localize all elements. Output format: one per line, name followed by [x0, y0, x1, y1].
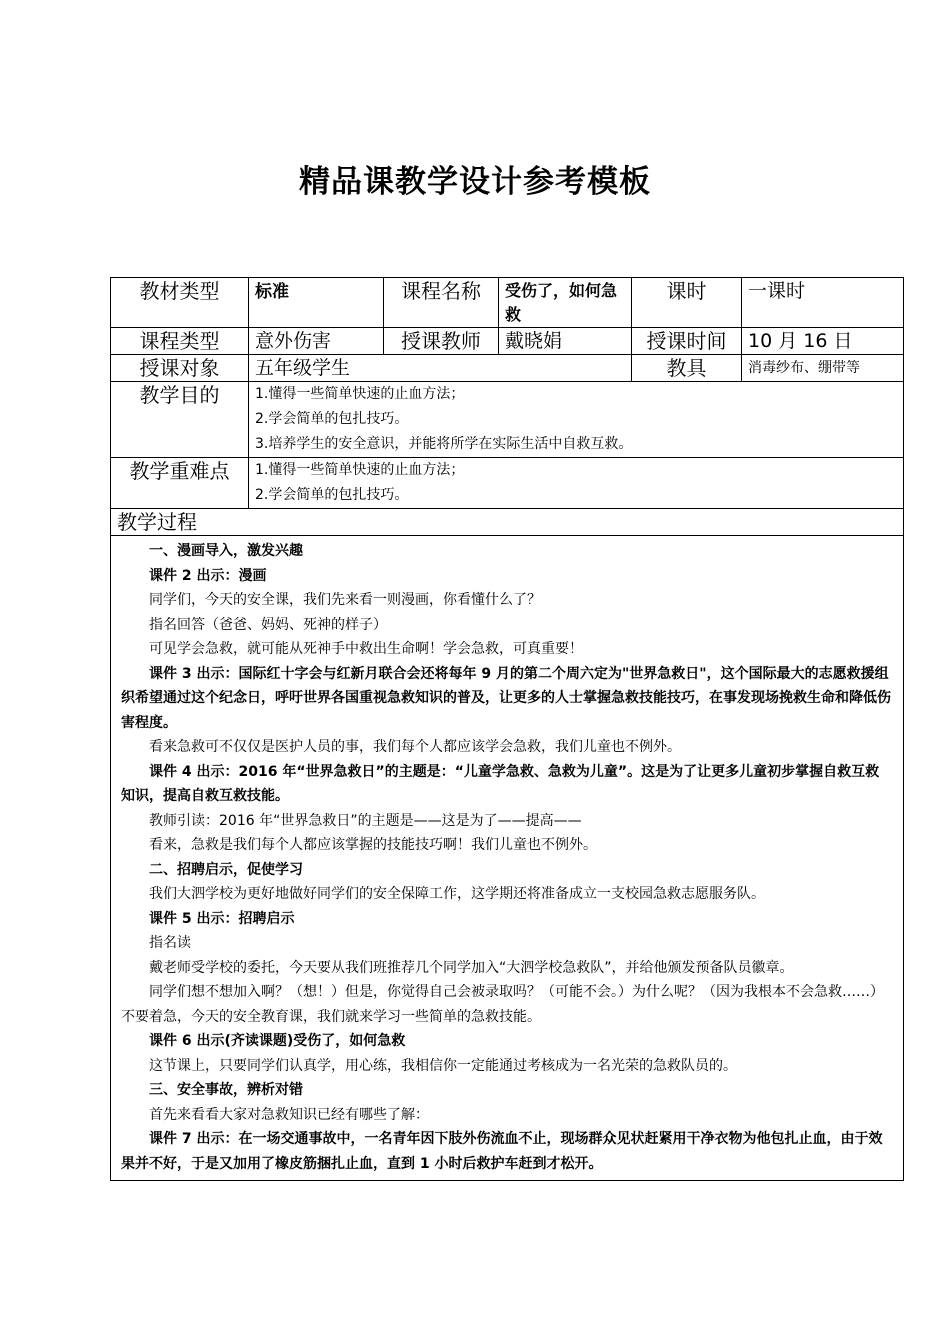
- aims-list: [249, 382, 904, 458]
- paragraph: 看来，急救是我们每个人都应该掌握的技能技巧啊！我们儿童也不例外。: [149, 837, 597, 853]
- course-name-label: 课程名称: [384, 278, 499, 328]
- lesson-plan-table: [110, 277, 904, 1181]
- process-content: [111, 536, 904, 1181]
- key-point-item: 1.懂得一些简单快速的止血方法；: [255, 462, 465, 478]
- paragraph: 同学们，今天的安全课，我们先来看一则漫画，你看懂什么了？: [149, 592, 541, 608]
- slide-note: 课件 2 出示：漫画: [149, 567, 267, 584]
- slide-note: 课件 6 出示(齐读课题)受伤了，如何急救: [149, 1033, 406, 1049]
- teacher-label: 授课教师: [384, 328, 499, 355]
- aim-item: 1.懂得一些简单快速的止血方法；: [255, 386, 465, 402]
- key-points-list: [249, 458, 904, 509]
- paragraph: 指名读: [149, 935, 191, 951]
- course-type-label: 课程类型: [111, 328, 249, 355]
- paragraph: 看来急救可不仅仅是医护人员的事，我们每个人都应该学会急救，我们儿童也不例外。: [149, 739, 681, 755]
- teacher-value: 戴晓娟: [499, 328, 632, 355]
- audience-label: 授课对象: [111, 355, 249, 382]
- tools-value: 消毒纱布、绷带等: [742, 355, 904, 382]
- audience-value: 五年级学生: [249, 355, 632, 382]
- material-type-label: 教材类型: [111, 278, 249, 328]
- time-label: 授课时间: [632, 328, 742, 355]
- paragraph: 同学们想不想加入啊？（想！）但是，你觉得自己会被录取吗？（可能不会。）为什么呢？（因为我根本不会急救……）不要着急，今天的安全教育课，我们就来学习一些简单的急救技能。: [121, 984, 884, 1025]
- paragraph: 戴老师受学校的委托，今天要从我们班推荐几个同学加入“大泗学校急救队”，并给他颁发预备队员徽章。: [149, 959, 794, 976]
- paragraph: 首先来看看大家对急救知识已经有哪些了解：: [149, 1106, 429, 1123]
- paragraph: 我们大泗学校为更好地做好同学们的安全保障工作，这学期还将准备成立一支校园急救志愿服务队。: [149, 886, 765, 902]
- section-heading: 一、漫画导入，激发兴趣: [149, 543, 303, 559]
- slide-note: 课件 7 出示：在一场交通事故中，一名青年因下肢外伤流血不止，现场群众见状赶紧用干净衣物为他包扎止血，由于效果并不好，于是又加用了橡皮筋捆扎止血，直到 1 小时后救护车赶到才松开。: [121, 1131, 883, 1172]
- aim-item: 3.培养学生的安全意识，并能将所学在实际生活中自救互救。: [255, 436, 633, 452]
- aims-label: 教学目的: [111, 382, 249, 458]
- aim-item: 2.学会简单的包扎技巧。: [255, 411, 409, 427]
- paragraph: 这节课上，只要同学们认真学，用心练，我相信你一定能通过考核成为一名光荣的急救队员的。: [149, 1057, 737, 1074]
- page-title: 精品课教学设计参考模板: [299, 164, 651, 200]
- section-heading: 三、安全事故，辨析对错: [149, 1082, 303, 1098]
- time-value: 10 月 16 日: [742, 328, 904, 355]
- course-name-value: 受伤了，如何急救: [499, 278, 632, 328]
- course-type-value: 意外伤害: [249, 328, 384, 355]
- slide-note: 课件 4 出示：2016 年“世界急救日”的主题是：“儿童学急救、急救为儿童”。这是为了让更多儿童初步掌握自救互救知识，提高自救互救技能。: [121, 763, 880, 804]
- section-heading: 二、招聘启示，促使学习: [149, 861, 303, 878]
- hours-label: 课时: [632, 278, 742, 328]
- tools-label: 教具: [632, 355, 742, 382]
- paragraph: 可见学会急救，就可能从死神手中救出生命啊！学会急救，可真重要！: [149, 641, 583, 657]
- material-type-value: 标准: [249, 278, 384, 328]
- key-point-item: 2.学会简单的包扎技巧。: [255, 487, 409, 503]
- process-label: 教学过程: [111, 509, 904, 536]
- paragraph: 教师引读：2016 年“世界急救日”的主题是——这是为了——提高——: [149, 812, 582, 829]
- hours-value: 一课时: [742, 278, 904, 328]
- paragraph: 指名回答（爸爸、妈妈、死神的样子）: [149, 616, 387, 633]
- slide-note: 课件 5 出示：招聘启示: [149, 910, 295, 927]
- slide-note: 课件 3 出示：国际红十字会与红新月联合会还将每年 9 月的第二个周六定为"世界急救日"，这个国际最大的志愿救援组织希望通过这个纪念日，呼吁世界各国重视急救知识的普及，让更多的人士掌握急救技能技巧，在事发现场挽救生命和降低伤害程度。: [121, 665, 891, 731]
- key-points-label: 教学重难点: [111, 458, 249, 509]
